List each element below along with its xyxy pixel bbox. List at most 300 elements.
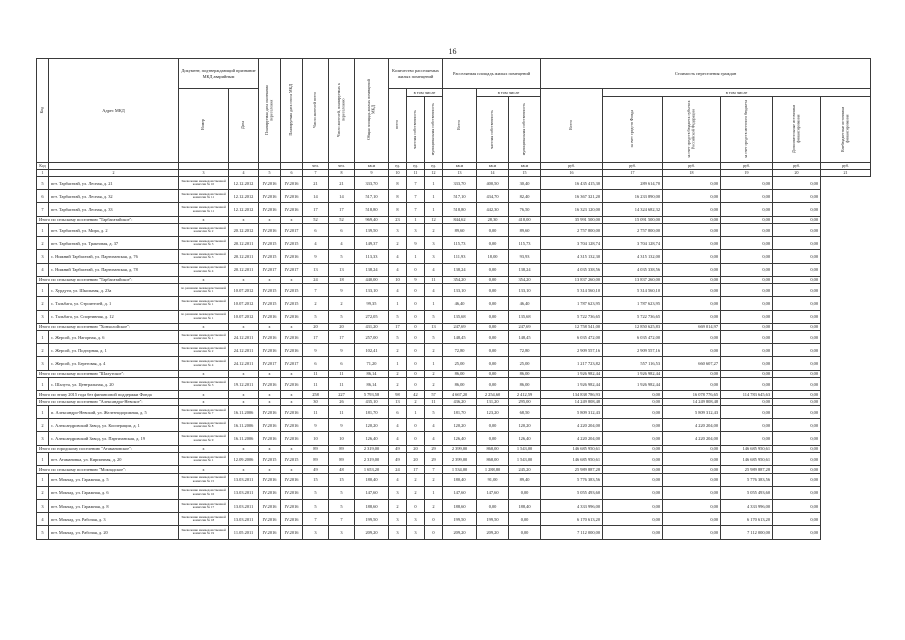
row-address: пгт. Мокчад, ул. Рабочая, д. 20 — [49, 526, 179, 539]
row-address: пгт. Мокчад, ул. Гаражная, д. 6 — [49, 486, 179, 499]
subtotal-value: 245,20 — [509, 466, 541, 473]
subtotal-value: 0,00 — [773, 391, 821, 398]
row-value: 46,40 — [443, 297, 477, 310]
row-value: 9 — [303, 250, 329, 263]
subtotal-value: x — [281, 323, 303, 330]
row-value: 7 112 000,00 — [721, 526, 773, 539]
subtotal-value: x — [179, 323, 229, 330]
row-value: 11 — [303, 378, 329, 391]
row-value: 17 — [303, 203, 329, 216]
column-index-cell: 14 — [477, 170, 509, 177]
row-value: 0,00 — [773, 344, 821, 357]
row-value: 180,40 — [443, 473, 477, 486]
row-value: 6 — [389, 406, 407, 419]
header-count-private: частная собственность — [407, 97, 425, 163]
row-value: 0 — [425, 526, 443, 539]
row-value: 7 — [303, 513, 329, 526]
row-value: 0,00 — [721, 203, 773, 216]
row-value: 4 220 204,00 — [663, 432, 721, 445]
row-value: 257,00 — [355, 331, 389, 344]
row-value: 6 — [303, 357, 329, 370]
row-value: 0,00 — [773, 284, 821, 297]
subtotal-value: 49 — [389, 445, 407, 452]
column-index-cell: 21 — [821, 170, 871, 177]
row-address: с. Жерсой, ул. Подгорная, д. 1 — [49, 344, 179, 357]
subtotal-value: 9 — [407, 276, 425, 283]
row-plan-demolish: IV.2016 — [281, 486, 303, 499]
row-value: 1 — [389, 297, 407, 310]
row-address: пгт. Тарбагатай, ул. Мира, д. 2 — [49, 224, 179, 237]
subtotal-label: Итого по сельскому поселению "Александро-Невское": — [37, 398, 179, 405]
row-number: 4 — [37, 513, 49, 526]
row-plan-relocation: IV.2016 — [259, 432, 281, 445]
subtotal-value: 2 399,00 — [443, 445, 477, 452]
row-value: 49 — [389, 452, 407, 465]
row-plan-relocation: IV.2016 — [259, 513, 281, 526]
subtotal-value: 131,20 — [477, 398, 509, 405]
row-value: 0,00 — [509, 486, 541, 499]
row-address: с. Александровский Завод, ул. Кооперации, д. 1 — [49, 419, 179, 432]
table-row — [37, 263, 871, 276]
row-doc-number: Заключение межведомственной комиссии № 1 — [179, 297, 229, 310]
row-plan-relocation: IV.2016 — [259, 406, 281, 419]
subtotal-value: x — [229, 216, 259, 223]
row-value: 0 — [407, 284, 425, 297]
row-value: 21 — [329, 177, 355, 190]
row-value: 0,00 — [721, 419, 773, 432]
row-value: 660 607,27 — [663, 357, 721, 370]
page-number: 16 — [448, 47, 457, 56]
row-plan-relocation: IV.2016 — [259, 344, 281, 357]
row-value: 0,00 — [603, 473, 663, 486]
row-value: 16 367 321,20 — [541, 190, 603, 203]
row-plan-relocation: IV.2016 — [259, 331, 281, 344]
row-value: 5 809 312,43 — [541, 406, 603, 419]
column-index-cell: 2 — [49, 170, 179, 177]
subtotal-value: 52 — [303, 216, 329, 223]
row-doc-date: 16.11.2006 — [229, 419, 259, 432]
row-doc-date: 13.03.2011 — [229, 513, 259, 526]
row-doc-date: 10.07.2012 — [229, 284, 259, 297]
row-doc-number: по решению межведомственной комиссии № 1 — [179, 284, 229, 297]
column-index-cell: 18 — [663, 170, 721, 177]
row-doc-date: 20.12.2012 — [229, 224, 259, 237]
subtotal-value: x — [281, 276, 303, 283]
row-doc-date: 10.07.2012 — [229, 310, 259, 323]
subtotal-value: 227 — [329, 391, 355, 398]
unit-cell: руб. — [663, 163, 721, 170]
row-value: 4 — [389, 284, 407, 297]
subtotal-value: x — [259, 445, 281, 452]
row-value: 0,00 — [721, 190, 773, 203]
row-value: 1 — [425, 203, 443, 216]
subtotal-value: 146 685 950,61 — [541, 445, 603, 452]
row-value: 0,00 — [603, 406, 663, 419]
row-value: 15 — [303, 473, 329, 486]
subtotal-value: 354,20 — [509, 276, 541, 283]
row-plan-demolish: IV.2017 — [281, 263, 303, 276]
row-value: 3 — [407, 224, 425, 237]
table-row — [37, 203, 871, 216]
subtotal-value: 0,00 — [603, 445, 663, 452]
row-value: 91,00 — [477, 473, 509, 486]
header-cost-fund: за счет средств Фонда — [603, 97, 663, 163]
subtotal-value: 0,00 — [773, 216, 821, 223]
subtotal-value: x — [259, 216, 281, 223]
row-value: 333,70 — [443, 177, 477, 190]
row-plan-demolish: IV.2016 — [281, 499, 303, 512]
row-value: 82,40 — [509, 190, 541, 203]
row-number: 1 — [37, 331, 49, 344]
subtotal-value: 2 254,60 — [477, 391, 509, 398]
subtotal-value: 1 534,00 — [443, 466, 477, 473]
row-value: 5 055 493,60 — [541, 486, 603, 499]
row-value: 16 323 120,00 — [541, 203, 603, 216]
row-value: 0,00 — [773, 224, 821, 237]
table-row — [37, 419, 871, 432]
subtotal-value: 0,00 — [721, 323, 773, 330]
row-value: 0,00 — [773, 473, 821, 486]
row-value: 0 — [407, 344, 425, 357]
subtotal-label: Итого по сельскому поселению "Мокчадское": — [37, 466, 179, 473]
row-value: 1 — [389, 357, 407, 370]
unit-cell: кв.м — [443, 163, 477, 170]
row-value: 113,33 — [355, 250, 389, 263]
row-value: 400,50 — [477, 177, 509, 190]
row-doc-number: Заключение межведомственной комиссии № 19 — [179, 526, 229, 539]
row-value: 5 — [425, 406, 443, 419]
row-value: 7 — [407, 177, 425, 190]
subtotal-value: 49 — [303, 466, 329, 473]
subtotal-value: 0,00 — [721, 398, 773, 405]
row-value: 4 315 132,30 — [541, 250, 603, 263]
row-value: 0,00 — [509, 526, 541, 539]
row-value: 25,00 — [443, 357, 477, 370]
subtotal-value: x — [281, 391, 303, 398]
subtotal-value: 0,00 — [603, 391, 663, 398]
row-doc-number: Заключение межведомственной комиссии № 1 — [179, 452, 229, 465]
row-address: пгт. Тарбагатай, ул. Трактовая, д. 37 — [49, 237, 179, 250]
row-address: пгт. Тарбагатай, ул. Лесная, д. 32 — [49, 190, 179, 203]
row-value: 5 — [425, 331, 443, 344]
row-value: 14 324 682,32 — [603, 203, 663, 216]
header-plan-relocation: Планируемая дата окончания переселения — [259, 59, 281, 163]
subtotal-value: 30 — [303, 398, 329, 405]
row-value: 72,80 — [443, 344, 477, 357]
row-plan-demolish: IV.2016 — [281, 526, 303, 539]
row-value: 5 — [329, 499, 355, 512]
unit-cell: руб. — [773, 163, 821, 170]
subtotal-value: 13 837 260,00 — [603, 276, 663, 283]
row-plan-relocation: IV.2016 — [259, 224, 281, 237]
subtotal-value: 12 850 625,83 — [603, 323, 663, 330]
header-area-sub: в том числе — [477, 89, 541, 97]
row-value: 333,70 — [355, 177, 389, 190]
subtotal-value: 0,00 — [773, 445, 821, 452]
subtotal-value: 12 — [425, 216, 443, 223]
row-value: 3 704 128,74 — [603, 237, 663, 250]
row-value: 199,50 — [443, 513, 477, 526]
register-table — [36, 58, 871, 540]
row-value: 181,70 — [443, 406, 477, 419]
row-value: 180,40 — [355, 473, 389, 486]
row-value: 0,00 — [477, 432, 509, 445]
row-value: 2 399,00 — [443, 452, 477, 465]
row-value: 13 — [303, 263, 329, 276]
row-number: 3 — [37, 499, 49, 512]
subtotal-value: x — [229, 466, 259, 473]
row-value: 4 333 996,00 — [721, 499, 773, 512]
subtotal-value: 28,30 — [477, 216, 509, 223]
row-doc-number: Заключение межведомственной комиссии № 11 — [179, 203, 229, 216]
subtotal-value: 11 — [425, 276, 443, 283]
row-value: 1 — [425, 177, 443, 190]
row-value: 46,40 — [509, 297, 541, 310]
column-index-cell: 5 — [259, 170, 281, 177]
row-value: 188,60 — [443, 499, 477, 512]
table-row — [37, 452, 871, 465]
row-value: 1 217 723,82 — [541, 357, 603, 370]
header-residents: Число жителей всего — [303, 59, 329, 163]
row-doc-number: Заключение межведомственной комиссии № 3 — [179, 237, 229, 250]
row-value: 5 722 736,65 — [541, 310, 603, 323]
row-address: пгт. Мокчад, ул. Гаражная, д. 8 — [49, 499, 179, 512]
row-value: 0,00 — [603, 499, 663, 512]
row-value: 0,00 — [773, 237, 821, 250]
row-value: 21 — [303, 177, 329, 190]
row-value: 14 — [329, 190, 355, 203]
unit-cell: руб. — [821, 163, 871, 170]
subtotal-value: 16 078 776,65 — [663, 391, 721, 398]
row-value: 0 — [407, 263, 425, 276]
row-value: 10 — [303, 432, 329, 445]
row-value: 5 — [303, 486, 329, 499]
row-value: 120,20 — [443, 419, 477, 432]
subtotal-value: 11 — [329, 370, 355, 377]
row-value: 0,00 — [773, 526, 821, 539]
row-doc-number: Заключение межведомственной комиссии № 11 — [179, 190, 229, 203]
row-plan-relocation: IV.2017 — [259, 357, 281, 370]
table-row — [37, 190, 871, 203]
row-value: 0,00 — [773, 486, 821, 499]
row-plan-demolish: IV.2016 — [281, 203, 303, 216]
row-value: 0,00 — [477, 331, 509, 344]
subtotal-value: 13 — [389, 398, 407, 405]
row-value: 86,14 — [355, 378, 389, 391]
row-value: 0,00 — [721, 237, 773, 250]
row-value: 15 — [329, 473, 355, 486]
table-row — [37, 357, 871, 370]
row-value: 11 — [303, 406, 329, 419]
row-value: 0,00 — [477, 224, 509, 237]
row-number: 6 — [37, 190, 49, 203]
row-value: 68,50 — [509, 406, 541, 419]
relocation-register — [36, 58, 868, 540]
row-doc-number: Заключение межведомственной комиссии № 10 — [179, 177, 229, 190]
row-value: 5 — [389, 310, 407, 323]
row-value: 0,00 — [477, 499, 509, 512]
subtotal-value: 0,00 — [721, 216, 773, 223]
row-value: 9 — [303, 419, 329, 432]
row-number: 1 — [37, 284, 49, 297]
table-row — [37, 513, 871, 526]
subtotal-value: 0,00 — [603, 398, 663, 405]
row-value: 0,00 — [477, 419, 509, 432]
subtotal-label: Итого по этапу 2015 года без финансовой поддержки Фонда — [37, 391, 179, 398]
header-count-municipal: муниципальная собственность — [425, 97, 443, 163]
row-plan-demolish: IV.2016 — [281, 190, 303, 203]
row-doc-date: 16.11.2006 — [229, 406, 259, 419]
row-plan-demolish: IV.2015 — [281, 284, 303, 297]
row-value: 7 — [329, 513, 355, 526]
row-value: 3 — [407, 526, 425, 539]
column-index-cell: 8 — [329, 170, 355, 177]
row-value: 0,00 — [663, 452, 721, 465]
row-value: 0,00 — [721, 331, 773, 344]
row-value: 199,50 — [355, 513, 389, 526]
row-value: 102,41 — [355, 344, 389, 357]
row-doc-date: 20.12.2011 — [229, 263, 259, 276]
row-value: 147,60 — [355, 486, 389, 499]
subtotal-value: 14 249 808,48 — [541, 398, 603, 405]
row-value: 518,80 — [443, 203, 477, 216]
row-number: 2 — [37, 297, 49, 310]
column-index-cell: 17 — [603, 170, 663, 177]
row-value: 2 — [329, 297, 355, 310]
row-value: 0,00 — [663, 224, 721, 237]
row-value: 0,00 — [773, 310, 821, 323]
subtotal-value: 1 926 982,44 — [603, 370, 663, 377]
row-value: 7 — [407, 190, 425, 203]
row-value: 199,50 — [477, 513, 509, 526]
row-value: 2 — [407, 473, 425, 486]
row-plan-relocation: IV.2016 — [259, 190, 281, 203]
subtotal-value: x — [179, 370, 229, 377]
row-value: 2 — [425, 344, 443, 357]
row-value: 18,00 — [477, 250, 509, 263]
row-value: 209,20 — [477, 526, 509, 539]
row-value: 3 — [389, 224, 407, 237]
row-value: 0,00 — [477, 310, 509, 323]
row-value: 135,68 — [509, 310, 541, 323]
row-value: 17 — [303, 331, 329, 344]
subtotal-label: Итого по сельскому поселению "Тарбагатайское": — [37, 216, 179, 223]
row-value: 4 — [389, 250, 407, 263]
row-value: 29 — [425, 452, 443, 465]
table-row — [37, 406, 871, 419]
row-value: 72,80 — [509, 344, 541, 357]
row-value: 76,50 — [509, 203, 541, 216]
subtotal-row — [37, 398, 871, 405]
row-value: 71,20 — [355, 357, 389, 370]
row-value: 0,00 — [663, 263, 721, 276]
subtotal-value: 26 — [329, 398, 355, 405]
subtotal-label: Итого по сельскому поселению "Хонхолойское": — [37, 323, 179, 330]
subtotal-value: 134 838 786,93 — [541, 391, 603, 398]
row-value: 0 — [407, 432, 425, 445]
row-value: 0,00 — [477, 297, 509, 310]
subtotal-value: 440,00 — [355, 276, 389, 283]
subtotal-value: 11 — [303, 370, 329, 377]
row-plan-demolish: IV.2017 — [281, 224, 303, 237]
row-value: 9 — [329, 419, 355, 432]
subtotal-value: 0,00 — [663, 216, 721, 223]
subtotal-value: 1 543,00 — [509, 445, 541, 452]
row-value: 0,00 — [721, 177, 773, 190]
row-value: 0,00 — [721, 432, 773, 445]
row-value: 0,00 — [721, 250, 773, 263]
units-empty-cell — [49, 163, 179, 170]
row-value: 135,68 — [443, 310, 477, 323]
row-value: 5 — [303, 310, 329, 323]
row-value: 0 — [407, 310, 425, 323]
header-doc-group: Документ, подтверждающий признание МКД аварийным — [179, 59, 259, 89]
row-value: 0,00 — [603, 513, 663, 526]
row-value: 7 — [407, 203, 425, 216]
row-value: 5 — [303, 499, 329, 512]
table-row — [37, 378, 871, 391]
row-doc-date: 12.12.2012 — [229, 203, 259, 216]
units-empty-cell — [259, 163, 281, 170]
row-number: 5 — [37, 526, 49, 539]
row-value: 123,20 — [477, 406, 509, 419]
header-count-group: Количество расселяемых жилых помещений — [389, 59, 443, 89]
row-value: 4 — [389, 473, 407, 486]
subtotal-value: x — [259, 466, 281, 473]
subtotal-value: 17 — [389, 323, 407, 330]
subtotal-row — [37, 370, 871, 377]
subtotal-label: Итого по сельскому поселению "Шалутское": — [37, 370, 179, 377]
row-doc-number: Заключение межведомственной комиссии № 4 — [179, 357, 229, 370]
row-value: 7 112 000,00 — [541, 526, 603, 539]
row-value: 0,00 — [773, 406, 821, 419]
row-value: 126,40 — [355, 432, 389, 445]
row-value: 0,00 — [773, 297, 821, 310]
row-plan-demolish: IV.2016 — [281, 473, 303, 486]
row-address: с. Шалута, ул. Центральная, д. 20 — [49, 378, 179, 391]
table-row — [37, 499, 871, 512]
table-row — [37, 237, 871, 250]
row-value: 148,45 — [509, 331, 541, 344]
row-value: 0,00 — [663, 473, 721, 486]
subtotal-value: 0,00 — [773, 323, 821, 330]
header-area-all: Всего — [443, 89, 477, 163]
row-value: 3 — [425, 237, 443, 250]
row-value: 1 787 623,95 — [541, 297, 603, 310]
row-value: 99,35 — [355, 297, 389, 310]
row-value: 0,00 — [663, 378, 721, 391]
row-plan-relocation: IV.2015 — [259, 237, 281, 250]
row-plan-relocation: IV.2016 — [259, 177, 281, 190]
row-value: 6 — [329, 224, 355, 237]
subtotal-value: 146 685 950,61 — [721, 445, 773, 452]
subtotal-value: 52 — [329, 216, 355, 223]
header-count-sub: в том числе — [407, 89, 443, 97]
subtotal-label: Итого по сельскому поселению "Тарбагатайское": — [37, 276, 179, 283]
subtotal-value: 435,10 — [355, 398, 389, 405]
row-value: 0,00 — [477, 344, 509, 357]
column-index-cell: 11 — [407, 170, 425, 177]
subtotal-label: Итого по городскому поселению "Атамановское": — [37, 445, 179, 452]
table-row — [37, 310, 871, 323]
subtotal-value: 0,00 — [663, 445, 721, 452]
row-plan-demolish: IV.2015 — [281, 237, 303, 250]
unit-cell: кв.м — [477, 163, 509, 170]
row-value: 16 233 890,00 — [603, 190, 663, 203]
table-row — [37, 297, 871, 310]
row-doc-number: Заключение межведомственной комиссии № 17 — [179, 499, 229, 512]
row-value: 4 — [389, 419, 407, 432]
